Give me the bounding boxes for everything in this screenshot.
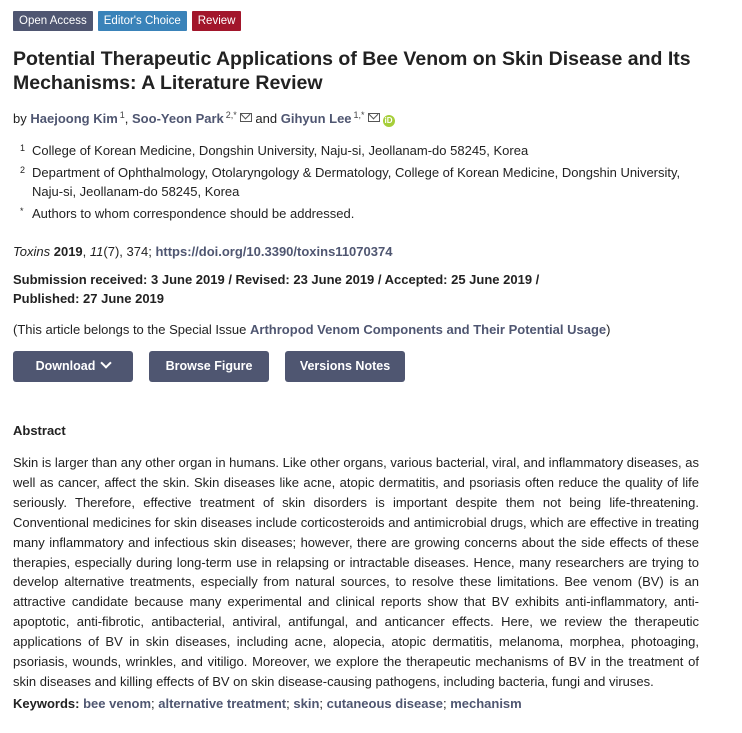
affiliations [13,141,699,223]
badges [13,11,699,31]
chevron-down-icon [101,357,112,368]
affiliation-text: Department of Ophthalmology, Otolaryngology & Dermatology, College of Korean Medicine, Dongshin University, Naju-si, Jeollanam-do 58245, Korea [32,165,681,199]
download-button[interactable] [13,351,133,382]
special-issue-note [13,321,699,338]
keywords: Keywords: bee venom; alternative treatment; skin; cutaneous disease; mechanism [13,695,522,711]
versions-notes-button[interactable]: Versions Notes [285,351,405,382]
download-label: Download [35,359,96,373]
author-lee-affil: 1,* [353,110,365,120]
journal-name: Toxins [13,244,51,259]
keyword-link[interactable]: cutaneous disease [326,695,443,711]
affiliation-number: 1 [20,143,26,153]
author-park-affil: 2,* [225,110,237,120]
affiliation-item [13,163,699,201]
orcid-icon[interactable]: iD [384,116,393,125]
affiliation-number: * [20,206,24,216]
special-issue-link[interactable]: Arthropod Venom Components and Their Potential Usage [250,322,607,337]
review-badge[interactable]: Review [192,11,242,31]
open-access-badge[interactable]: Open Access [13,11,93,31]
special-issue-prefix: (This article belongs to the Special Issue [13,322,247,337]
author-link-park[interactable]: Soo-Yeon Park [132,111,224,126]
envelope-icon[interactable] [368,113,380,122]
citation-line: Toxins 2019, 11(7), 374; https://doi.org/10.3390/toxins11070374 [13,244,393,259]
editors-choice-badge[interactable]: Editor's Choice [98,11,187,31]
envelope-icon[interactable] [240,113,252,122]
doi-link[interactable]: https://doi.org/10.3390/toxins11070374 [155,244,393,259]
affiliation-item [13,141,699,160]
author-link-kim[interactable]: Haejoong Kim [30,111,118,126]
affiliation-text: Authors to whom correspondence should be addressed. [32,206,355,221]
keyword-link[interactable]: alternative treatment [158,695,287,711]
and-label: and [255,111,278,126]
action-buttons [13,351,699,382]
article-title: Potential Therapeutic Applications of Bee Venom on Skin Disease and Its Mechanisms: A Literature Review [13,48,691,94]
article-header [13,11,699,712]
correspondence-note [13,204,699,223]
author-link-lee[interactable]: Gihyun Lee [280,111,352,126]
keyword-link[interactable]: bee venom [83,695,152,711]
abstract-text: Skin is larger than any other organ in humans. Like other organs, various bacterial, viral, and inflammatory diseases, as well as cancer, affect the skin. Skin diseases like acne, atopic dermatitis, and psoriasis often reduce the quality of life seriously. Therefore, effective treatment of skin disorders is important despite them not being life-threatening. Conventional medicines for skin diseases include corticosteroids and antimicrobial drugs, which are effective in treating many inflammatory and infectious skin diseases; however, there are growing concerns about the side effects of these therapies, especially during long-term use in relapsing or intractable diseases. Hence, many researchers are trying to develop alternative treatments, especially from natural sources, to resolve these limitations. Bee venom (BV) is an attractive candidate because many experimental and clinical reports show that BV exhibits anti-inflammatory, anti-apoptotic, anti-fibrotic, antibacterial, antiviral, antifungal, and anticancer effects. Here, we review the therapeutic applications of BV in skin diseases, including acne, alopecia, atopic dermatitis, melanoma, morphea, photoaging, psoriasis, wounds, wrinkles, and vitiligo. Moreover, we explore the therapeutic mechanisms of BV in the treatment of skin diseases and killing effects of BV on skin disease-causing pathogens, including bacteria, fungi and viruses. [13,455,699,689]
affiliation-text: College of Korean Medicine, Dongshin University, Naju-si, Jeollanam-do 58245, Korea [32,143,529,158]
keyword-link[interactable]: mechanism [450,695,522,711]
affiliation-number: 2 [20,165,26,175]
by-label: by [13,111,27,126]
abstract-heading: Abstract [13,423,66,438]
publication-dates: Submission received: 3 June 2019 / Revised: 23 June 2019 / Accepted: 25 June 2019 / Published: 27 June 2019 [13,272,540,306]
author-kim-affil: 1 [119,110,125,120]
author-list: by Haejoong Kim $^1$, Soo-Yeon Park $^{2,*}$ and Gihyun Lee $^{1,*}$iD [13,110,393,126]
keyword-link[interactable]: skin [293,695,320,711]
citation-year: 2019 [53,244,83,259]
special-issue-suffix: ) [606,322,611,337]
citation-volume: 11 [89,244,104,259]
browse-figure-button[interactable]: Browse Figure [149,351,269,382]
keywords-label: Keywords: [13,695,80,711]
citation-issue-pages: (7), 374; [103,244,152,259]
